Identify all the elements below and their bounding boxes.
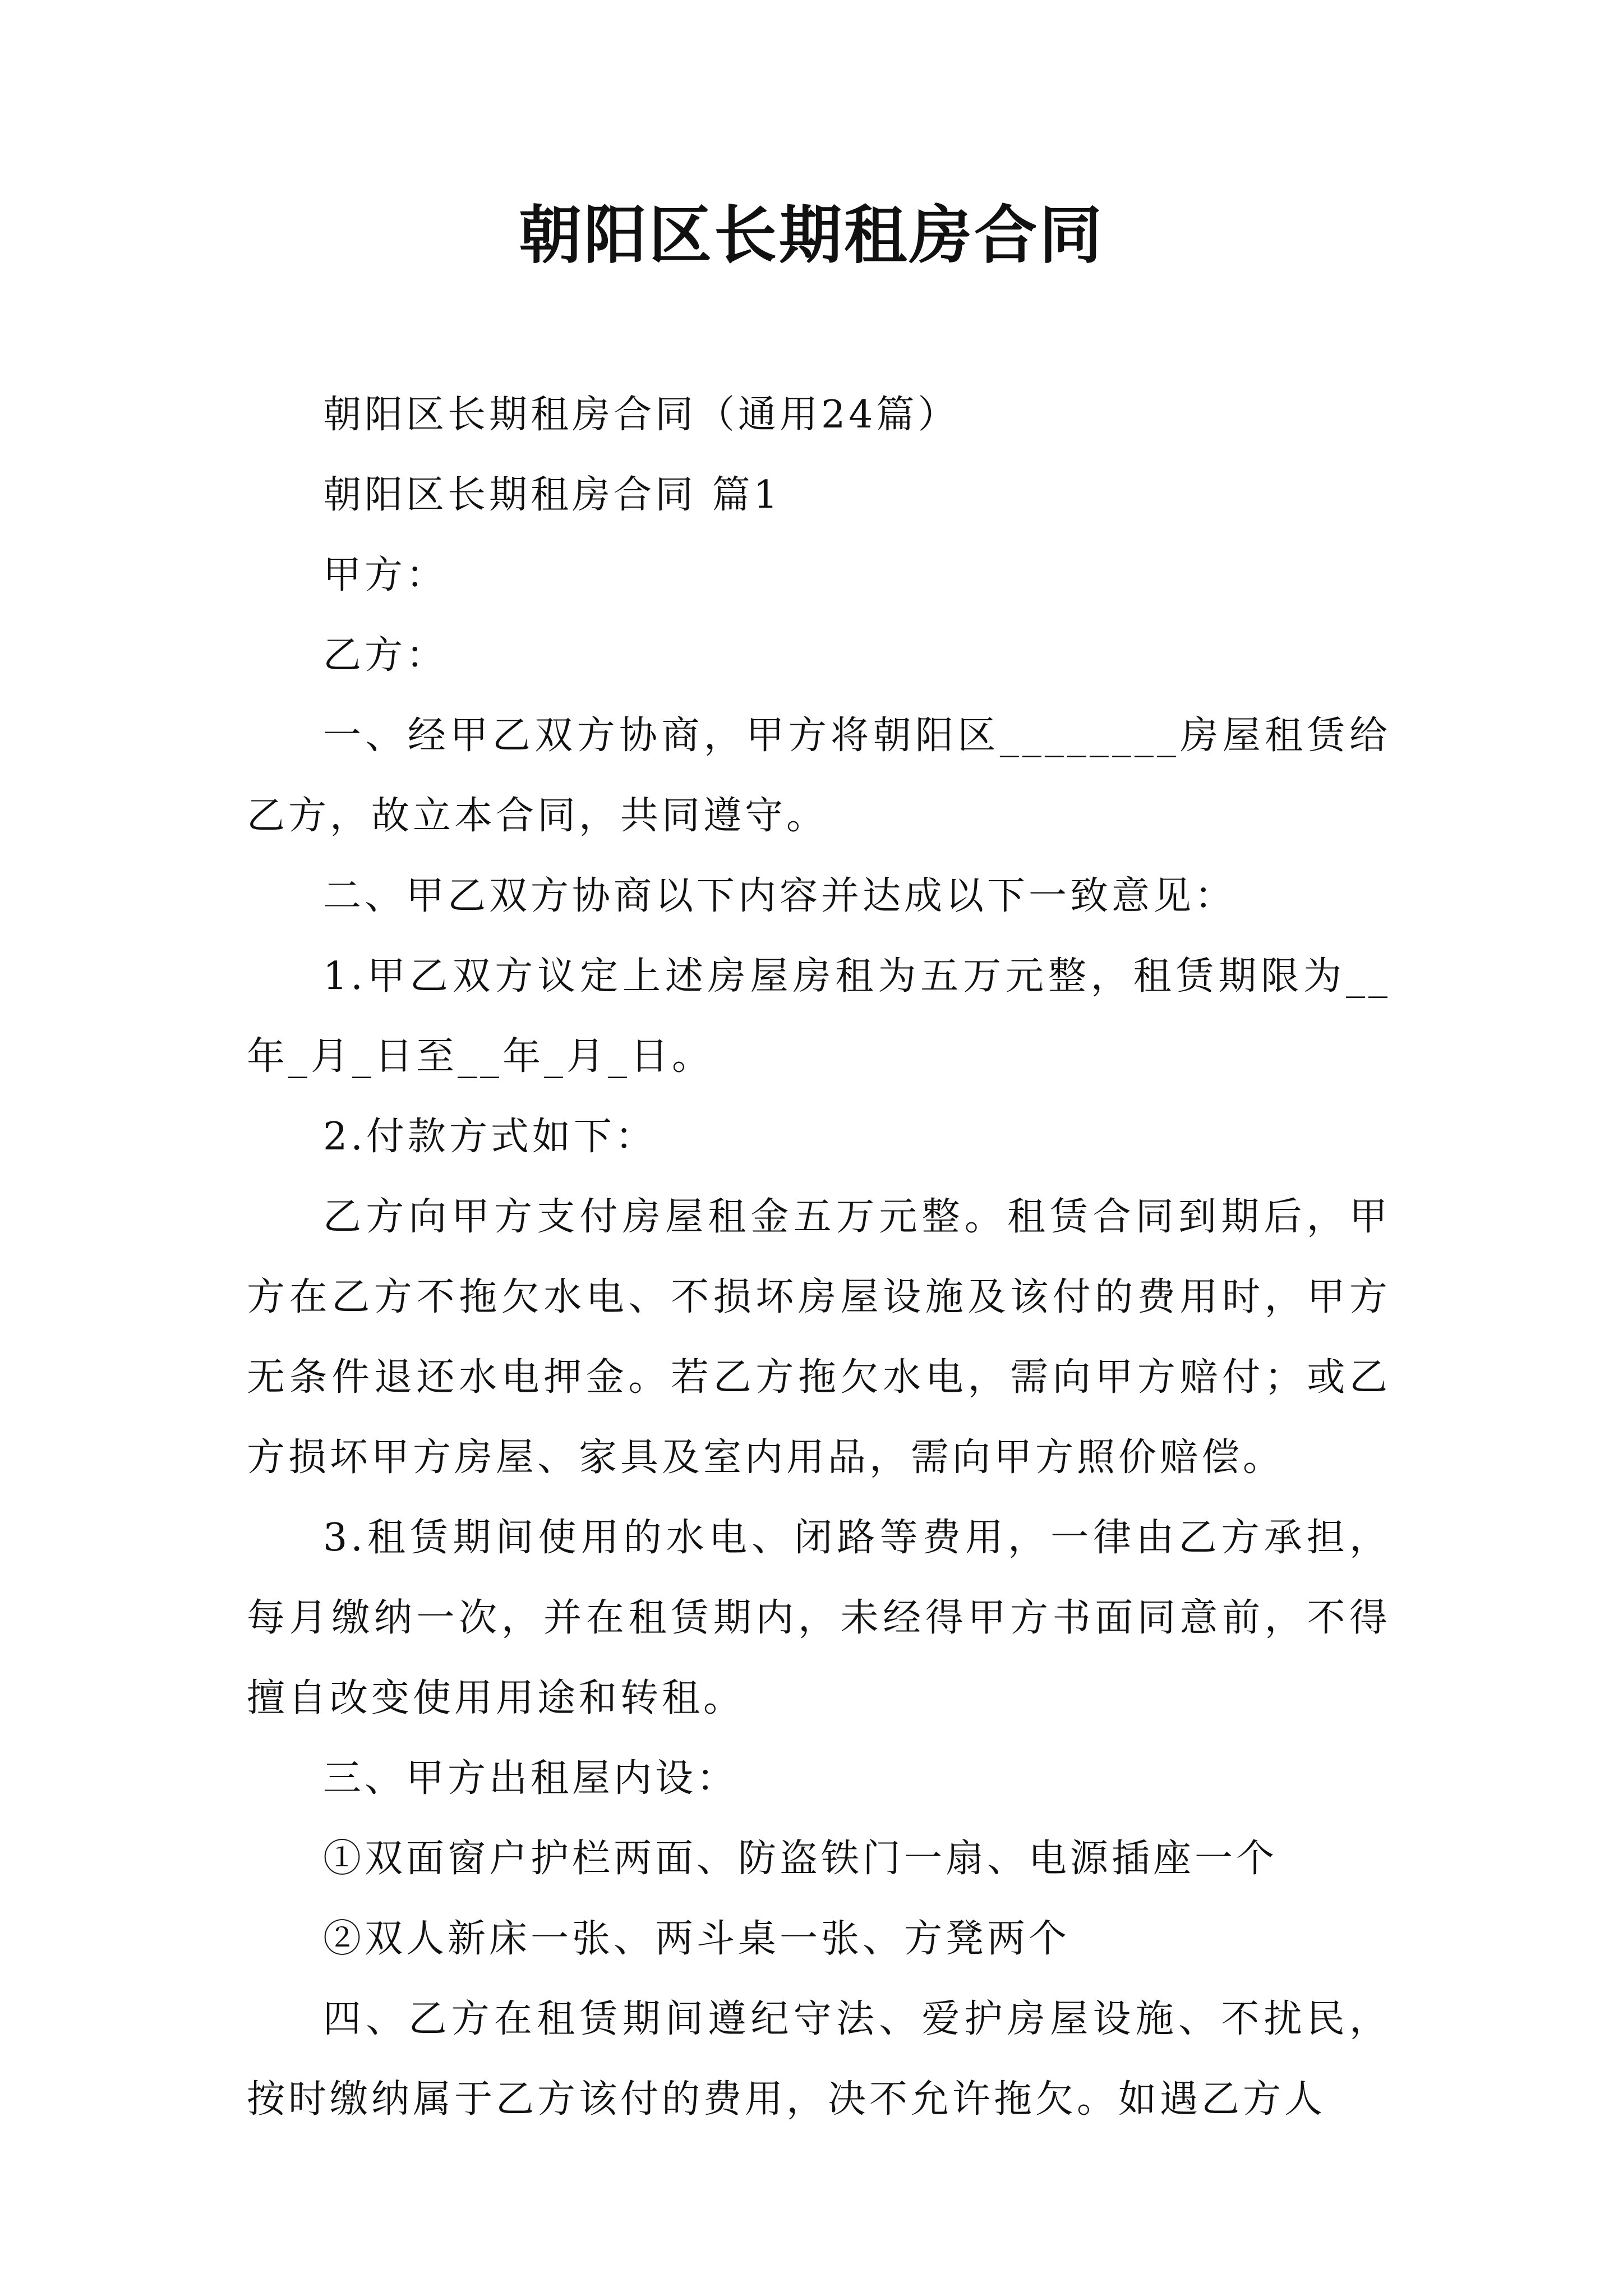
paragraph-furnishing-2: ②双人新床一张、两斗桌一张、方凳两个 xyxy=(323,1917,1071,1961)
document-body xyxy=(247,375,1391,2139)
paragraph-section-title: 朝阳区长期租房合同 篇1 xyxy=(323,473,781,517)
document-title: 朝阳区长期租房合同 xyxy=(519,199,1104,272)
paragraph-party-a: 甲方： xyxy=(323,553,448,597)
paragraph-item-2: 2.付款方式如下： xyxy=(323,1115,657,1159)
paragraph-party-b: 乙方： xyxy=(323,633,448,678)
paragraph-payment-details: 乙方向甲方支付房屋租金五万元整。租赁合同到期后，甲方在乙方不拖欠水电、不损坏房屋设施及该付的费用时，甲方无条件退还水电押金。若乙方拖欠水电，需向甲方赔付；或乙方损坏甲方房屋、家具及室内用品，需向甲方照价赔偿。 xyxy=(247,1195,1391,1480)
paragraph-clause-1: 一、经甲乙双方协商，甲方将朝阳区________房屋租赁给乙方，故立本合同，共同遵守。 xyxy=(247,714,1391,838)
paragraph-clause-2: 二、甲乙双方协商以下内容并达成以下一致意见： xyxy=(323,874,1237,918)
paragraph-clause-3: 三、甲方出租屋内设： xyxy=(323,1756,739,1801)
paragraph-item-3: 3.租赁期间使用的水电、闭路等费用，一律由乙方承担，每月缴纳一次，并在租赁期内，未经得甲方书面同意前，不得擅自改变使用用途和转租。 xyxy=(247,1516,1391,1720)
paragraph-collection-title: 朝阳区长期租房合同（通用24篇） xyxy=(323,393,960,437)
paragraph-item-1: 1.甲乙双方议定上述房屋房租为五万元整，租赁期限为__年_月_日至__年_月_日。 xyxy=(247,954,1391,1079)
paragraph-furnishing-1: ①双面窗户护栏两面、防盗铁门一扇、电源插座一个 xyxy=(323,1837,1278,1881)
paragraph-clause-4: 四、乙方在租赁期间遵纪守法、爱护房屋设施、不扰民，按时缴纳属于乙方该付的费用，决不允许拖欠。如遇乙方人 xyxy=(247,1997,1391,2122)
